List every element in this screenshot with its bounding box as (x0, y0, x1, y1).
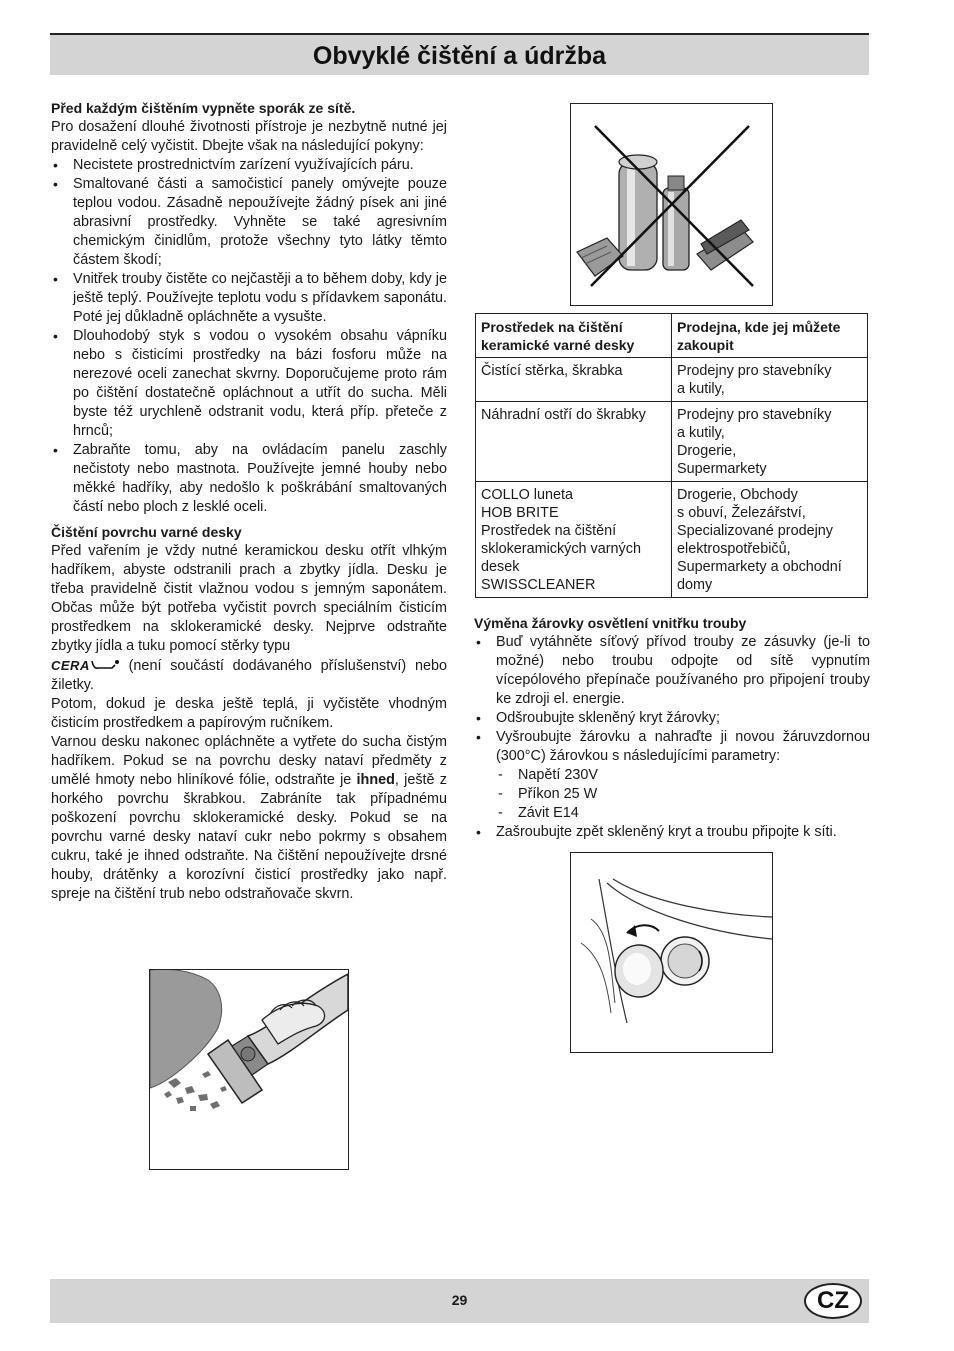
cell-line: Drogerie, (677, 443, 737, 459)
hob-cleaning-heading: Čištění povrchu varné desky (51, 524, 242, 540)
cell-line: Specializované prodejny (677, 523, 833, 539)
list-item: • Necistete prostrednictvím zarízení využívajících páru. (51, 156, 447, 175)
table-header-row (476, 314, 868, 358)
cell-line: a kutily, (677, 425, 725, 441)
cell-line: HOB BRITE (481, 505, 559, 521)
hob-text-d: , ještě z horkého povrchu škrabkou. Zabráníte tak případnému poškození povrchu sklokeramické desky. Pokud se na povrchu varné desky nataví cukr nebo pokrmy s obsahem cukru, také je ihned odstraňte. Na čištění nepoužívejte drsné houby, drátěnky a korozívní čisticí prostředky jako např. spreje na čištění trub nebo odstraňovače skvrn. (51, 772, 447, 902)
cleaning-products-table (475, 313, 868, 598)
bulb-replacement-section (474, 614, 870, 842)
table-header-shop: Prodejna, kde jej můžete zakoupit (672, 314, 868, 358)
list-item: - Příkon 25 W (496, 785, 870, 804)
scraper-logo-icon (90, 658, 120, 671)
cell-line: Supermarkety a obchodní (677, 559, 842, 575)
cell-line: SWISSCLEANER (481, 577, 596, 593)
table-cell-product (476, 402, 672, 482)
cell-line: Čistící stěrka, škrabka (481, 363, 623, 379)
page-number: 29 (451, 1292, 468, 1308)
list-item: • Odšroubujte skleněný kryt žárovky; (474, 709, 870, 728)
cell-line: s obuví, Železářství, (677, 505, 806, 521)
hob-paragraph-1 (51, 542, 447, 695)
cell-line: COLLO luneta (481, 487, 573, 503)
table-cell-product (476, 358, 672, 402)
list-item: • Zabraňte tomu, aby na ovládacím panelu zaschly nečistoty nebo mastnota. Používejte jemné houby nebo měkké hadříky, aby nedošlo k poškrábání smaltovaných částí nebo ploch z lesklé oceli. (51, 441, 447, 517)
intro-paragraph: Pro dosažení dlouhé životnosti přístroje je nezbytně nutné jej pravidelně celý vyčistit. Dbejte však na následující pokyny: (51, 119, 447, 154)
oven-lamp-image (571, 853, 772, 1052)
list-item: - Napětí 230V (496, 766, 870, 785)
cell-line: a kutily, (677, 381, 725, 397)
scraper-illustration (149, 969, 349, 1170)
hob-text-a: Před vařením je vždy nutné keramickou desku otřít vlhkým hadříkem, abyste odstranili prach a zbytky jídla. Desku je třeba pravidelně čistit vlažnou vodou s jemným saponátem. Občas může být potřeba vyčistit povrch speciálním čisticím prostředkem na sklokeramické desky. Nejprve odstraňte zbytky jídla a tuku pomocí stěrky typu (51, 543, 447, 654)
cell-line: Supermarkety (677, 461, 767, 477)
title-bar (50, 33, 869, 75)
list-item: • Vyšroubujte žárovku a nahraďte ji novou žáruvzdornou (300°C) žárovkou s následujícími parametry: (474, 728, 870, 766)
oven-lamp-illustration (570, 852, 773, 1053)
cell-line: Prostředek na čištění (481, 523, 617, 539)
footer-bar (50, 1279, 869, 1323)
emphasis-immediately: ihned (356, 772, 395, 788)
cell-line: Drogerie, Obchody (677, 487, 798, 503)
table-row (476, 482, 868, 598)
hob-paragraph-2: Potom, dokud je deska ještě teplá, ji vyčistěte vhodným čisticím prostředkem a papírovým ručníkem. (51, 696, 447, 731)
cell-line: elektrospotřebičů, (677, 541, 791, 557)
bulb-params-list (474, 766, 870, 823)
forbidden-cleaners-illustration (570, 103, 773, 306)
list-item: - Závit E14 (496, 804, 870, 823)
list-item: • Dlouhodobý styk s vodou o vysokém obsahu vápníku nebo s čisticími prostředky na bázi fosforu může na nerezové oceli zanechat skvrny. Doporučujeme proto rám po čištění dostatečně opláchnout a utřít do sucha. Měli byste též urychleně odstranit vodu, která příp. přeteče z hrnců; (51, 327, 447, 441)
hob-paragraph-3 (51, 733, 447, 904)
table-row (476, 402, 868, 482)
table-row (476, 358, 868, 402)
cell-line: domy (677, 577, 713, 593)
list-item: • Vnitřek trouby čistěte co nejčastěji a to během doby, kdy je ještě teplý. Používejte teplotu vodu s přídavkem saponátu. Poté jej důkladně opláchněte a vysušte. (51, 270, 447, 327)
page-title: Obvyklé čištění a údržba (312, 42, 607, 70)
list-item: • Buď vytáhněte síťový přívod trouby ze zásuvky (je-li to možné) nebo troubu odpojte od sítě vypnutím vícepólového přepínače používaného pro připojení trouby ke zdroji el. energie. (474, 633, 870, 709)
cell-line: Prodejny pro stavebníky (677, 407, 832, 423)
scraper-image (150, 970, 348, 1169)
cell-line: Prodejny pro stavebníky (677, 363, 832, 379)
hob-text-c: Varnou desku nakonec opláchněte a vytřete do sucha čistým hadříkem. Pokud se na povrchu desky nataví předměty z umělé hmoty nebo hliníkové fólie, odstraňte je (51, 734, 447, 788)
bulb-steps-list (474, 633, 870, 766)
left-column (51, 99, 447, 904)
table-cell-shop (672, 482, 868, 598)
unplug-warning: Před každým čištěním vypněte sporák ze sítě. (51, 100, 356, 116)
forbidden-products-image (571, 104, 772, 305)
cell-line: desek (481, 559, 520, 575)
table-cell-shop (672, 358, 868, 402)
cera-logo: CERA (51, 658, 90, 673)
bulb-final-step (474, 823, 870, 842)
table-cell-shop (672, 402, 868, 482)
hob-text-b: (není součástí dodávaného příslušenství) nebo žiletky. (51, 658, 447, 693)
cell-line: sklokeramických varných (481, 541, 641, 557)
cleaning-rules-list (51, 156, 447, 517)
list-item: • Smaltované části a samočisticí panely omývejte pouze teplou vodou. Zásadně nepoužívejte žádný písek ani jiné abrasivní prostředky. Vyhněte se také agresivním chemickým činidlům, protože všechny tyto látky těmto částem škodí; (51, 175, 447, 270)
language-badge: CZ (804, 1283, 862, 1319)
list-item: • Zašroubujte zpět skleněný kryt a troubu připojte k síti. (474, 823, 870, 842)
table-header-product: Prostředek na čištění keramické varné desky (476, 314, 672, 358)
table-cell-product (476, 482, 672, 598)
cell-line: Náhradní ostří do škrabky (481, 407, 646, 423)
bulb-heading: Výměna žárovky osvětlení vnitřku trouby (474, 615, 747, 631)
